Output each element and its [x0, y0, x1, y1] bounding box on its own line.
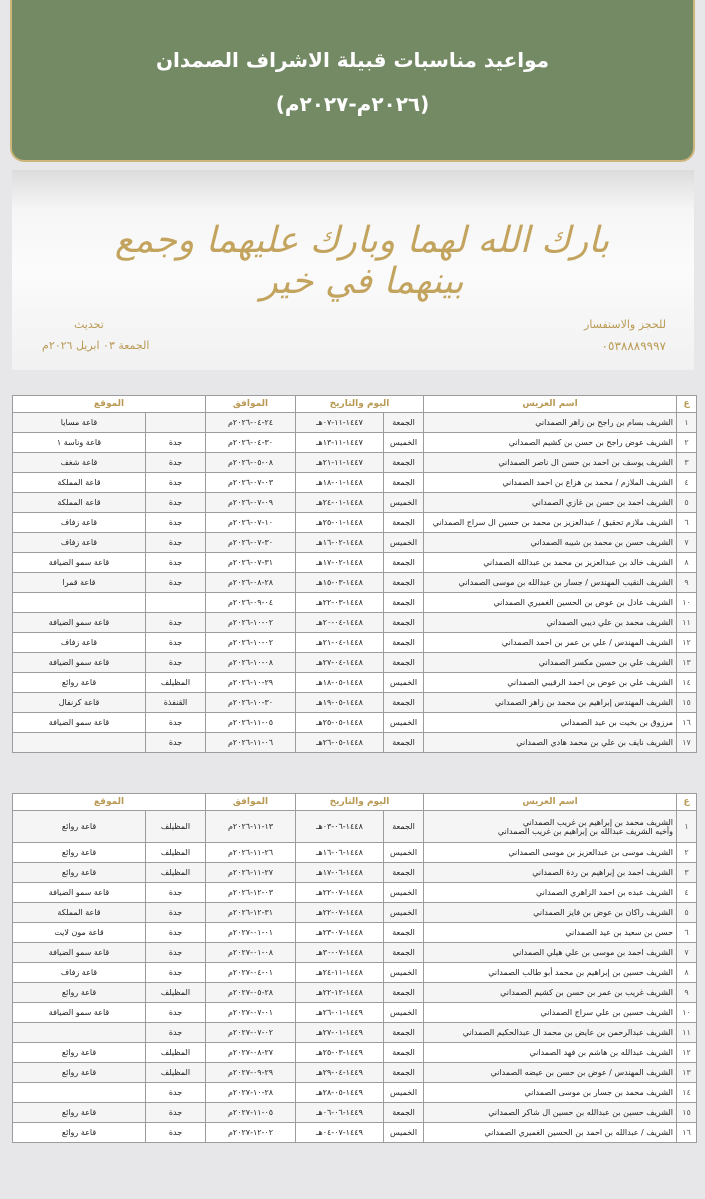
cell-hijri-date: ١٤٤٨-٠٣-١٥هـ: [296, 573, 384, 593]
table-row: [13, 1043, 697, 1063]
cell-hijri-date: ١٤٤٧-١١-٢١هـ: [296, 453, 384, 473]
cell-day: الجمعة: [384, 573, 424, 593]
col-location: الموقع: [13, 794, 206, 811]
cell-number: ٧: [677, 533, 697, 553]
cell-groom-name: الشريف حسن بن محمد بن شيبه الصمداني: [424, 533, 677, 553]
cell-hijri-date: ١٤٤٩-٠١-٢٧هـ: [296, 1023, 384, 1043]
cell-city: جدة: [146, 473, 206, 493]
cell-day: الجمعة: [384, 593, 424, 613]
cell-city: المظيلف: [146, 983, 206, 1003]
cell-groom-name-second: وأخيه الشريف عبدالله بن إبراهيم بن غريب الصمداني: [497, 826, 674, 836]
cell-venue: قاعة المملكة: [13, 903, 146, 923]
contact-label: للحجز والاستفسار: [584, 318, 666, 331]
cell-venue: قاعة روائع: [13, 1123, 146, 1143]
cell-hijri-date: ١٤٤٨-٠٢-١٦هـ: [296, 533, 384, 553]
cell-day: الخميس: [384, 1123, 424, 1143]
cell-city: جدة: [146, 883, 206, 903]
cell-day: الخميس: [384, 433, 424, 453]
cell-hijri-date: ١٤٤٧-١١-١٣هـ: [296, 433, 384, 453]
cell-number: ١٦: [677, 713, 697, 733]
cell-groom-name: الشريف موسى بن عبدالعزيز بن موسى الصمداني: [424, 843, 677, 863]
col-gregorian: الموافق: [206, 794, 296, 811]
cell-venue: قاعة قمرا: [13, 573, 146, 593]
cell-gregorian-date: ٢٨-٠٨-٢٠٢٦م: [206, 573, 296, 593]
update-date: الجمعة ٠٣ ابريل ٢٠٢٦م: [42, 339, 150, 352]
cell-day: الخميس: [384, 963, 424, 983]
schedule-table-2: [12, 793, 696, 1143]
cell-hijri-date: ١٤٤٨-٠١-٢٤هـ: [296, 493, 384, 513]
cell-number: ٤: [677, 883, 697, 903]
table-row: [13, 413, 697, 433]
cell-number: ١٦: [677, 1123, 697, 1143]
cell-day: الجمعة: [384, 653, 424, 673]
table-row: [13, 1023, 697, 1043]
cell-venue: [13, 733, 146, 753]
table-row: [13, 433, 697, 453]
cell-groom-name: الشريف علي بن عوض بن احمد الرقيبي الصمداني: [424, 673, 677, 693]
cell-day: الجمعة: [384, 1063, 424, 1083]
cell-venue: قاعة روائع: [13, 843, 146, 863]
cell-gregorian-date: ٢٩-٠٩-٢٠٢٧م: [206, 1063, 296, 1083]
table-row: [13, 923, 697, 943]
table-row: [13, 573, 697, 593]
cell-city: [146, 593, 206, 613]
cell-groom-name: الشريف حسين بن عبدالله بن حسين ال شاكر الصمداني: [424, 1103, 677, 1123]
cell-groom-name: الشريف عبدالله بن هاشم بن فهد الصمداني: [424, 1043, 677, 1063]
table-row: [13, 473, 697, 493]
cell-groom-name: الشريف حسين بن علي سراج الصمداني: [424, 1003, 677, 1023]
cell-gregorian-date: ٢٤-٠٤-٢٠٢٦م: [206, 413, 296, 433]
cell-hijri-date: ١٤٤٧-١١-٠٧هـ: [296, 413, 384, 433]
cell-venue: قاعة روائع: [13, 1043, 146, 1063]
cell-gregorian-date: ٣١-٠٧-٢٠٢٦م: [206, 553, 296, 573]
cell-hijri-date: ١٤٤٨-٠٣-٢٢هـ: [296, 593, 384, 613]
cell-city: جدة: [146, 903, 206, 923]
col-gregorian: الموافق: [206, 396, 296, 413]
cell-gregorian-date: ٠٨-٠١-٢٠٢٧م: [206, 943, 296, 963]
cell-hijri-date: ١٤٤٩-٠٣-٢٥هـ: [296, 1043, 384, 1063]
table-row: [13, 883, 697, 903]
cell-day: الجمعة: [384, 983, 424, 1003]
cell-number: ٧: [677, 943, 697, 963]
cell-day: الجمعة: [384, 1043, 424, 1063]
cell-hijri-date: ١٤٤٨-٠١-٢٥هـ: [296, 513, 384, 533]
cell-hijri-date: ١٤٤٨-٠٧-٣٠هـ: [296, 943, 384, 963]
cell-city: جدة: [146, 433, 206, 453]
cell-groom-name: الشريف المهندس إبراهيم بن محمد بن زاهر الصمداني: [424, 693, 677, 713]
cell-day: الخميس: [384, 533, 424, 553]
cell-number: ١٥: [677, 693, 697, 713]
cell-city: المظيلف: [146, 673, 206, 693]
cell-day: الجمعة: [384, 633, 424, 653]
cell-gregorian-date: ٠١-٠٤-٢٠٢٧م: [206, 963, 296, 983]
cell-gregorian-date: ٣٠-٠٧-٢٠٢٦م: [206, 533, 296, 553]
cell-city: جدة: [146, 1123, 206, 1143]
col-num: ع: [677, 794, 697, 811]
cell-city: جدة: [146, 713, 206, 733]
cell-gregorian-date: ٢٧-١١-٢٠٢٦م: [206, 863, 296, 883]
col-day-date: اليوم والتاريخ: [296, 794, 424, 811]
cell-venue: قاعة روائع: [13, 983, 146, 1003]
cell-gregorian-date: ١٣-١١-٢٠٢٦م: [206, 811, 296, 843]
cell-gregorian-date: ٢٧-٠٨-٢٠٢٧م: [206, 1043, 296, 1063]
table-row: [13, 843, 697, 863]
cell-city: جدة: [146, 1003, 206, 1023]
cell-venue: قاعة زفاف: [13, 963, 146, 983]
cell-hijri-date: ١٤٤٨-٠٥-١٩هـ: [296, 693, 384, 713]
cell-city: جدة: [146, 513, 206, 533]
cell-day: الخميس: [384, 673, 424, 693]
cell-groom-name: الشريف الملازم / محمد بن هزاع بن احمد الصمداني: [424, 473, 677, 493]
cell-groom-name: الشريف حسين بن إبراهيم بن محمد أبو طالب الصمداني: [424, 963, 677, 983]
cell-hijri-date: ١٤٤٩-٠١-٢٦هـ: [296, 1003, 384, 1023]
cell-groom-name: الشريف علي بن حسين مكسر الصمداني: [424, 653, 677, 673]
cell-groom-name: مرزوق بن بخيت بن عيد الصمداني: [424, 713, 677, 733]
calligraphy-blessing: بارك الله لهما وبارك عليهما وجمع بينهما في خير: [114, 220, 610, 302]
cell-number: ١٠: [677, 1003, 697, 1023]
cell-day: الجمعة: [384, 553, 424, 573]
cell-city: جدة: [146, 613, 206, 633]
table-header-row: [13, 396, 697, 413]
cell-hijri-date: ١٤٤٩-٠٤-٢٩هـ: [296, 1063, 384, 1083]
cell-gregorian-date: ٠٩-٠٧-٢٠٢٦م: [206, 493, 296, 513]
contact-phone[interactable]: ٠٥٣٨٨٨٩٩٩٧: [601, 339, 666, 353]
cell-gregorian-date: ٠١-٠٧-٢٠٢٧م: [206, 1003, 296, 1023]
cell-groom-name: الشريف عبده بن احمد الزاهري الصمداني: [424, 883, 677, 903]
cell-number: ١٤: [677, 673, 697, 693]
cell-city: جدة: [146, 733, 206, 753]
cell-day: الجمعة: [384, 1023, 424, 1043]
cell-venue: قاعة كرنفال: [13, 693, 146, 713]
cell-hijri-date: ١٤٤٨-٠٤-٢٧هـ: [296, 653, 384, 673]
cell-gregorian-date: ٠٢-١٠-٢٠٢٦م: [206, 613, 296, 633]
cell-day: الخميس: [384, 903, 424, 923]
table-row: [13, 493, 697, 513]
cell-city: المظيلف: [146, 1063, 206, 1083]
cell-number: ٨: [677, 553, 697, 573]
cell-venue: قاعة سمو الضيافة: [13, 553, 146, 573]
cell-groom-name: الشريف خالد بن عبدالعزيز بن محمد بن عبدالله الصمداني: [424, 553, 677, 573]
cell-venue: قاعة روائع: [13, 1103, 146, 1123]
cell-number: ٨: [677, 963, 697, 983]
table-row: [13, 713, 697, 733]
cell-gregorian-date: ٠٨-١٠-٢٠٢٦م: [206, 653, 296, 673]
cell-number: ٩: [677, 573, 697, 593]
cell-gregorian-date: ٠٣-١٢-٢٠٢٦م: [206, 883, 296, 903]
cell-gregorian-date: ٢٦-١١-٢٠٢٦م: [206, 843, 296, 863]
cell-city: جدة: [146, 1023, 206, 1043]
cell-hijri-date: ١٤٤٩-٠٦-٠٦هـ: [296, 1103, 384, 1123]
table-row: [13, 693, 697, 713]
cell-number: ٣: [677, 453, 697, 473]
cell-number: ١٢: [677, 1043, 697, 1063]
cell-day: الجمعة: [384, 811, 424, 843]
cell-groom-name: الشريف المهندس / علي بن عمر بن احمد الصمداني: [424, 633, 677, 653]
cell-gregorian-date: ٠٤-٠٩-٢٠٢٦م: [206, 593, 296, 613]
page-subtitle-years: (٢٠٢٦م-٢٠٢٧م): [275, 92, 430, 116]
cell-groom-name: الشريف عوض راجح بن حسن بن كشيم الصمداني: [424, 433, 677, 453]
cell-hijri-date: ١٤٤٨-٠٥-٢٦هـ: [296, 733, 384, 753]
cell-venue: [13, 593, 146, 613]
table-row: [13, 1003, 697, 1023]
cell-groom-name: الشريف / عبدالله بن احمد بن الحسين الغميري الصمداني: [424, 1123, 677, 1143]
cell-venue: قاعة روائع: [13, 1063, 146, 1083]
update-label: تحديث: [74, 318, 104, 331]
cell-day: الجمعة: [384, 863, 424, 883]
cell-number: ٥: [677, 903, 697, 923]
cell-groom-name: الشريف راكان بن عوض بن فايز الصمداني: [424, 903, 677, 923]
cell-hijri-date: ١٤٤٨-٠٥-٢٥هـ: [296, 713, 384, 733]
cell-gregorian-date: ٠٥-١١-٢٠٢٦م: [206, 713, 296, 733]
cell-gregorian-date: ٠٨-٠٥-٢٠٢٦م: [206, 453, 296, 473]
table-row: [13, 943, 697, 963]
cell-day: الخميس: [384, 493, 424, 513]
cell-number: ١: [677, 811, 697, 843]
cell-day: الخميس: [384, 883, 424, 903]
cell-venue: قاعة زفاف: [13, 533, 146, 553]
cell-number: ٦: [677, 923, 697, 943]
cell-city: المظيلف: [146, 1043, 206, 1063]
col-location: الموقع: [13, 396, 206, 413]
cell-number: ١١: [677, 613, 697, 633]
cell-city: جدة: [146, 573, 206, 593]
cell-venue: قاعة مون لايت: [13, 923, 146, 943]
cell-hijri-date: ١٤٤٨-٠٧-٢٣هـ: [296, 923, 384, 943]
table-row: [13, 673, 697, 693]
cell-venue: قاعة روائع: [13, 811, 146, 843]
cell-city: القنفذة: [146, 693, 206, 713]
cell-venue: قاعة روائع: [13, 673, 146, 693]
table-row: [13, 963, 697, 983]
cell-day: الخميس: [384, 1003, 424, 1023]
table-row: [13, 453, 697, 473]
col-num: ع: [677, 396, 697, 413]
blessing-banner: [12, 170, 694, 370]
cell-gregorian-date: ٢٨-١٠-٢٠٢٧م: [206, 1083, 296, 1103]
cell-groom-name: الشريف المهندس / عوض بن حسن بن عيضه الصمداني: [424, 1063, 677, 1083]
contact-info: [584, 318, 666, 353]
cell-number: ٤: [677, 473, 697, 493]
update-info: [42, 318, 149, 352]
cell-day: الجمعة: [384, 413, 424, 433]
cell-hijri-date: ١٤٤٨-٠٧-٢٢هـ: [296, 903, 384, 923]
table-header-row: [13, 794, 697, 811]
cell-number: ٢: [677, 843, 697, 863]
cell-day: الجمعة: [384, 513, 424, 533]
table-row: [13, 983, 697, 1003]
cell-groom-name: الشريف عادل بن عوض بن الحسين الغميري الصمداني: [424, 593, 677, 613]
cell-number: ١٤: [677, 1083, 697, 1103]
cell-gregorian-date: ٠٢-١٠-٢٠٢٦م: [206, 633, 296, 653]
cell-city: المظيلف: [146, 811, 206, 843]
col-groom-name: اسم العريس: [424, 396, 677, 413]
cell-city: المظيلف: [146, 863, 206, 883]
cell-number: ٩: [677, 983, 697, 1003]
cell-hijri-date: ١٤٤٨-٠٤-٢٠هـ: [296, 613, 384, 633]
cell-hijri-date: ١٤٤٨-٠١-١٨هـ: [296, 473, 384, 493]
cell-groom-name: الشريف غريب بن عمر بن حسن بن كشيم الصمداني: [424, 983, 677, 1003]
cell-gregorian-date: ٢٨-٠٥-٢٠٢٧م: [206, 983, 296, 1003]
cell-venue: قاعة مسايا: [13, 413, 146, 433]
table-row: [13, 633, 697, 653]
cell-gregorian-date: ٢٩-١٠-٢٠٢٦م: [206, 673, 296, 693]
cell-city: جدة: [146, 653, 206, 673]
cell-hijri-date: ١٤٤٩-٠٧-٠٤هـ: [296, 1123, 384, 1143]
table-row: [13, 513, 697, 533]
cell-number: ٢: [677, 433, 697, 453]
cell-number: ١٧: [677, 733, 697, 753]
cell-groom-name: الشريف ملازم تحقيق / عبدالعزيز بن محمد بن حسين ال سراج الصمداني: [424, 513, 677, 533]
cell-hijri-date: ١٤٤٨-١٢-٢٢هـ: [296, 983, 384, 1003]
page-title: مواعيد مناسبات قبيلة الاشراف الصمدان: [155, 48, 550, 72]
cell-groom-name: الشريف احمد بن إبراهيم بن ردة الصمداني: [424, 863, 677, 883]
table-row: [13, 811, 697, 843]
table-row: [13, 863, 697, 883]
cell-city: جدة: [146, 923, 206, 943]
cell-day: الجمعة: [384, 453, 424, 473]
cell-hijri-date: ١٤٤٨-٠٢-١٧هـ: [296, 553, 384, 573]
cell-gregorian-date: ٠٢-١٢-٢٠٢٧م: [206, 1123, 296, 1143]
cell-groom-name: الشريف بسام بن راجح بن زاهر الصمداني: [424, 413, 677, 433]
cell-hijri-date: ١٤٤٨-١١-٢٤هـ: [296, 963, 384, 983]
col-day-date: اليوم والتاريخ: [296, 396, 424, 413]
cell-venue: قاعة زفاف: [13, 633, 146, 653]
table-row: [13, 613, 697, 633]
cell-venue: قاعة وناسة ١: [13, 433, 146, 453]
cell-number: ١٥: [677, 1103, 697, 1123]
cell-number: ١٣: [677, 1063, 697, 1083]
cell-gregorian-date: ٠٢-٠٧-٢٠٢٧م: [206, 1023, 296, 1043]
cell-gregorian-date: ٠١-٠١-٢٠٢٧م: [206, 923, 296, 943]
cell-city: [146, 413, 206, 433]
col-groom-name: اسم العريس: [424, 794, 677, 811]
table-row: [13, 653, 697, 673]
cell-number: ١٣: [677, 653, 697, 673]
cell-venue: قاعة شغف: [13, 453, 146, 473]
cell-hijri-date: ١٤٤٩-٠٥-٢٨هـ: [296, 1083, 384, 1103]
cell-day: الجمعة: [384, 613, 424, 633]
cell-city: جدة: [146, 453, 206, 473]
cell-number: ١٢: [677, 633, 697, 653]
cell-groom-name: الشريف محمد بن جسار بن موسى الصمداني: [424, 1083, 677, 1103]
cell-venue: قاعة سمو الضيافة: [13, 943, 146, 963]
page-header: [10, 0, 695, 162]
cell-day: الجمعة: [384, 733, 424, 753]
cell-hijri-date: ١٤٤٨-٠٦-٠٣هـ: [296, 811, 384, 843]
cell-day: الخميس: [384, 713, 424, 733]
cell-city: جدة: [146, 1103, 206, 1123]
table-row: [13, 1083, 697, 1103]
cell-gregorian-date: ٠٥-١١-٢٠٢٧م: [206, 1103, 296, 1123]
cell-venue: قاعة روائع: [13, 863, 146, 883]
cell-hijri-date: ١٤٤٨-٠٦-١٧هـ: [296, 863, 384, 883]
cell-venue: قاعة سمو الضيافة: [13, 883, 146, 903]
cell-city: جدة: [146, 963, 206, 983]
cell-gregorian-date: ٣٠-١٠-٢٠٢٦م: [206, 693, 296, 713]
cell-venue: [13, 1083, 146, 1103]
cell-day: الخميس: [384, 1083, 424, 1103]
table-row: [13, 1123, 697, 1143]
cell-number: ١: [677, 413, 697, 433]
cell-gregorian-date: ٠٣-٠٧-٢٠٢٦م: [206, 473, 296, 493]
cell-groom-name: الشريف احمد بن موسى بن علي هيلي الصمداني: [424, 943, 677, 963]
cell-venue: قاعة المملكة: [13, 473, 146, 493]
cell-city: جدة: [146, 943, 206, 963]
table-row: [13, 533, 697, 553]
cell-gregorian-date: ٣٠-٠٤-٢٠٢٦م: [206, 433, 296, 453]
cell-number: ١٠: [677, 593, 697, 613]
cell-hijri-date: ١٤٤٨-٠٥-١٨هـ: [296, 673, 384, 693]
table-row: [13, 903, 697, 923]
table-row: [13, 733, 697, 753]
cell-groom-name: حسن بن سعيد بن عيد الصمداني: [424, 923, 677, 943]
cell-groom-name: الشريف نايف بن علي بن محمد هادي الصمداني: [424, 733, 677, 753]
cell-venue: قاعة سمو الضيافة: [13, 613, 146, 633]
cell-number: ٥: [677, 493, 697, 513]
cell-city: جدة: [146, 633, 206, 653]
cell-number: ٦: [677, 513, 697, 533]
schedule-table-1: [12, 395, 696, 753]
cell-groom-name: الشريف محمد بن علي ديبي الصمداني: [424, 613, 677, 633]
cell-hijri-date: ١٤٤٨-٠٧-٢٢هـ: [296, 883, 384, 903]
cell-groom-name: الشريف محمد بن إبراهيم بن غريب الصمداني وأخيه الشريف عبدالله بن إبراهيم بن غريب الصمداني: [424, 811, 677, 843]
cell-hijri-date: ١٤٤٨-٠٦-١٦هـ: [296, 843, 384, 863]
table-row: [13, 593, 697, 613]
cell-day: الجمعة: [384, 693, 424, 713]
cell-groom-name: الشريف عبدالرحمن بن عايض بن محمد ال عبدالحكيم الصمداني: [424, 1023, 677, 1043]
cell-groom-name: الشريف احمد بن حسن بن غازي الصمداني: [424, 493, 677, 513]
cell-number: ٣: [677, 863, 697, 883]
cell-venue: [13, 1023, 146, 1043]
cell-venue: قاعة المملكة: [13, 493, 146, 513]
table-row: [13, 553, 697, 573]
cell-city: جدة: [146, 553, 206, 573]
table-row: [13, 1063, 697, 1083]
cell-city: جدة: [146, 493, 206, 513]
cell-venue: قاعة زفاف: [13, 513, 146, 533]
cell-gregorian-date: ٠٦-١١-٢٠٢٦م: [206, 733, 296, 753]
cell-day: الخميس: [384, 843, 424, 863]
cell-groom-name: الشريف النقيب المهندس / جسار بن عبدالله بن موسى الصمداني: [424, 573, 677, 593]
cell-city: جدة: [146, 533, 206, 553]
cell-groom-name: الشريف يوسف بن احمد بن حسن ال ناصر الصمداني: [424, 453, 677, 473]
cell-hijri-date: ١٤٤٨-٠٤-٢١هـ: [296, 633, 384, 653]
cell-gregorian-date: ٣١-١٢-٢٠٢٦م: [206, 903, 296, 923]
cell-day: الجمعة: [384, 943, 424, 963]
table-row: [13, 1103, 697, 1123]
cell-day: الجمعة: [384, 473, 424, 493]
cell-number: ١١: [677, 1023, 697, 1043]
cell-gregorian-date: ١٠-٠٧-٢٠٢٦م: [206, 513, 296, 533]
cell-venue: قاعة سمو الضيافة: [13, 653, 146, 673]
cell-city: المظيلف: [146, 843, 206, 863]
cell-day: الجمعة: [384, 1103, 424, 1123]
cell-day: الجمعة: [384, 923, 424, 943]
cell-venue: قاعة سمو الضيافة: [13, 713, 146, 733]
cell-venue: قاعة سمو الضيافة: [13, 1003, 146, 1023]
cell-city: جدة: [146, 1083, 206, 1103]
